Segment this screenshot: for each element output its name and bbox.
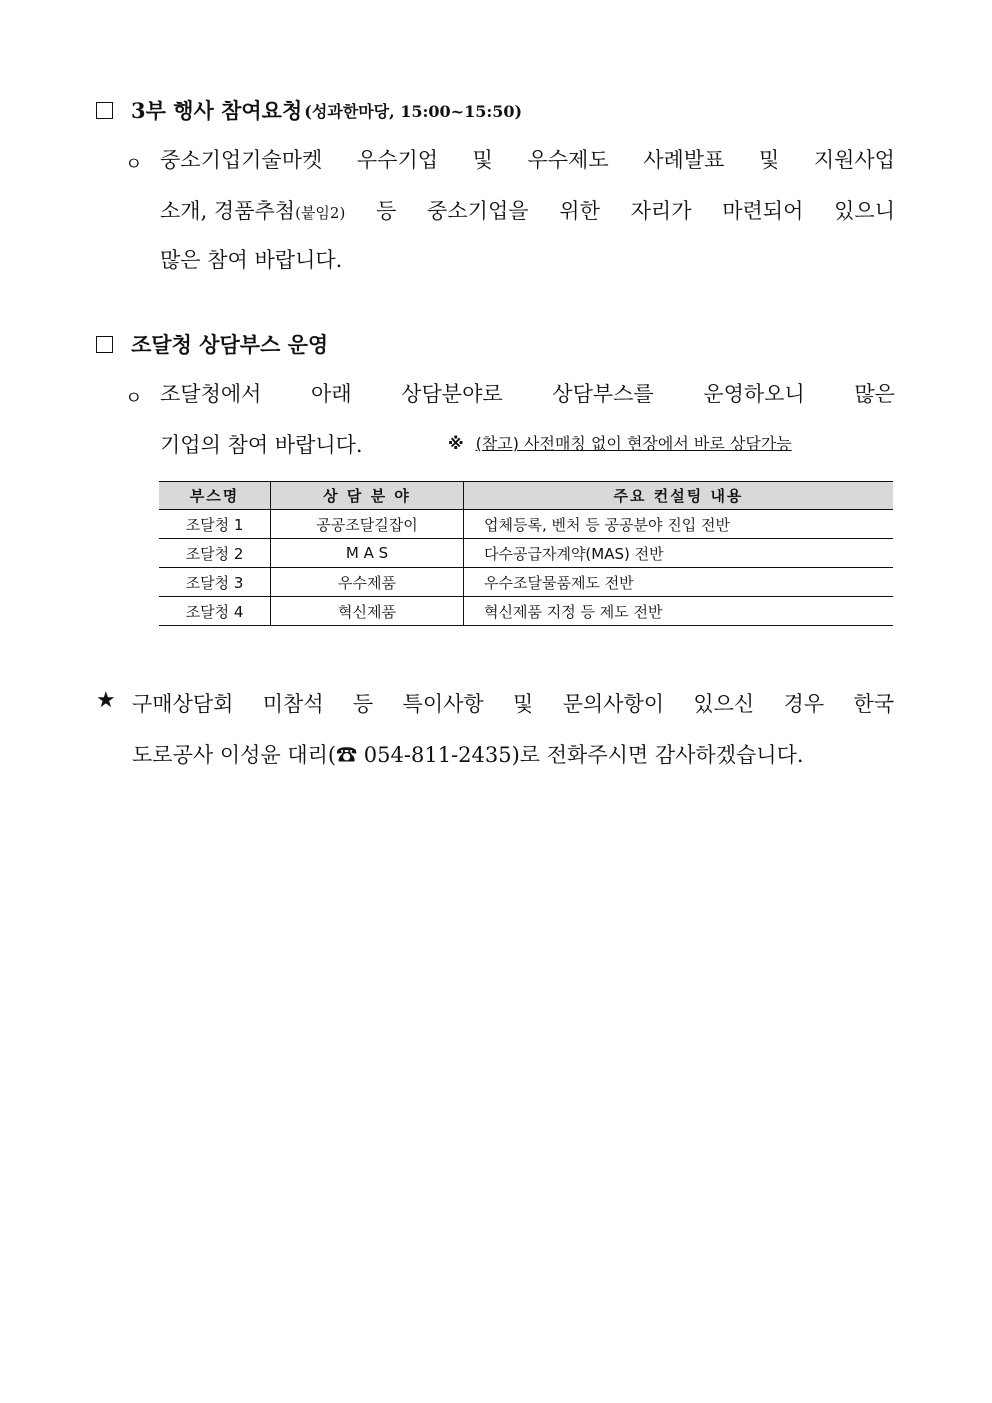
bullet-icon: ㅇ — [125, 154, 143, 175]
section-title: 조달청 상담부스 운영 — [131, 332, 329, 357]
contact-note — [96, 688, 896, 778]
paragraph-line: 조달청에서 아래 상담분야로 상담부스를 운영하오니 많은 — [160, 382, 895, 406]
table-cell: 조달청 4 — [159, 597, 271, 626]
column-header: 부스명 — [159, 482, 271, 510]
section-subtitle: (성과한마당, 15:00~15:50) — [304, 101, 523, 121]
bullet-icon: ㅇ — [125, 388, 143, 409]
section-heading-event — [96, 95, 522, 125]
table-cell: 조달청 3 — [159, 568, 271, 597]
table-cell: M A S — [271, 539, 464, 568]
table-cell: 공공조달길잡이 — [271, 510, 464, 539]
checkbox-icon — [96, 336, 113, 353]
paragraph-line: 중소기업기술마켓 우수기업 및 우수제도 사례발표 및 지원사업 — [160, 148, 895, 172]
star-icon: ★ — [96, 688, 116, 713]
table-cell: 조달청 2 — [159, 539, 271, 568]
reference-note — [448, 431, 792, 454]
table-row — [159, 597, 893, 626]
paragraph-line: 소개, 경품추첨(붙임2) 등 중소기업을 위한 자리가 마련되어 있으니 — [160, 199, 895, 223]
table-cell: 업체등록, 벤처 등 공공분야 진입 전반 — [464, 510, 894, 539]
table-row — [159, 510, 893, 539]
contact-line: 구매상담회 미참석 등 특이사항 및 문의사항이 있으신 경우 한국 — [132, 692, 894, 716]
column-header: 상 담 분 야 — [271, 482, 464, 510]
note-text: (참고) 사전매칭 없이 현장에서 바로 상담가능 — [475, 434, 792, 453]
table-header-row — [159, 482, 893, 510]
paragraph-line: 많은 참여 바랍니다. — [160, 248, 343, 272]
table-cell: 조달청 1 — [159, 510, 271, 539]
table-cell: 혁신제품 — [271, 597, 464, 626]
paragraph-line: 기업의 참여 바랍니다. — [160, 433, 363, 457]
table-cell: 우수제품 — [271, 568, 464, 597]
table-row — [159, 568, 893, 597]
table-row — [159, 539, 893, 568]
attachment-ref: (붙임2) — [295, 204, 346, 222]
table-cell: 혁신제품 지정 등 제도 전반 — [464, 597, 894, 626]
table-cell: 다수공급자계약(MAS) 전반 — [464, 539, 894, 568]
table-cell: 우수조달물품제도 전반 — [464, 568, 894, 597]
column-header: 주요 컨설팅 내용 — [464, 482, 894, 510]
section-title: 3부 행사 참여요청 — [131, 98, 303, 123]
note-mark-icon: ※ — [448, 434, 464, 453]
contact-line: 도로공사 이성윤 대리(☎ 054-811-2435)로 전화주시면 감사하겠습니다. — [132, 743, 804, 767]
event-paragraph — [160, 144, 895, 274]
consult-table — [159, 481, 893, 626]
section-heading-booth — [96, 329, 328, 359]
checkbox-icon — [96, 102, 113, 119]
